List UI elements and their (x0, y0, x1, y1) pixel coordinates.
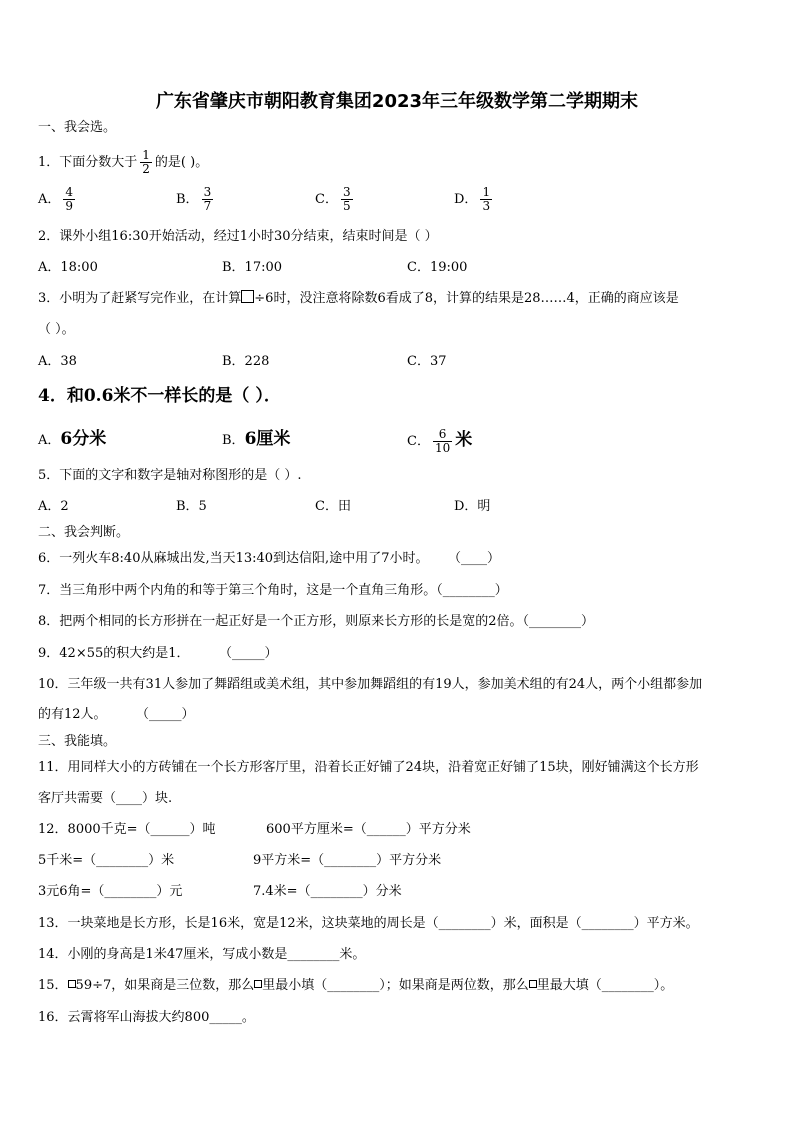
question-11-cont: 客厅共需要（____）块. (38, 791, 173, 806)
q1-option-b-fraction: $\frac{3}{7}$ (203, 185, 212, 213)
q5-option-d[interactable]: D．明 (454, 499, 491, 514)
question-13: 13．一块菜地是长方形，长是16米，宽是12米，这块菜地的周长是（________）米，面积是（________）平方米。 (38, 916, 699, 931)
q1-option-a-fraction: $\frac{4}{9}$ (65, 185, 74, 213)
q2-option-c[interactable]: C．19:00 (407, 260, 468, 275)
page-title: 广东省肇庆市朝阳教育集团2023年三年级数学第二学期期末 (155, 91, 639, 112)
q3-option-a[interactable]: A．38 (38, 354, 77, 369)
q4-option-c[interactable]: C． $\frac{6}{10}$ 米 (407, 427, 473, 455)
q9-answer-blank[interactable]: （_____） (225, 646, 278, 661)
q6-answer-blank[interactable]: （____） (454, 551, 500, 566)
q1-option-c-fraction: $\frac{3}{5}$ (342, 185, 351, 213)
q2-option-b[interactable]: B．17:00 (222, 260, 283, 275)
q4-option-c-fraction: $\frac{6}{10}$ (434, 427, 451, 455)
blank-box-icon (529, 980, 537, 988)
question-4: 4．和0.6米不一样长的是（ ）． (38, 386, 281, 406)
question-10-cont: 的有12人。 （_____） (38, 707, 195, 722)
q10-answer-blank[interactable]: （_____） (142, 707, 195, 722)
q4-option-b[interactable]: B．6厘米 (222, 429, 291, 449)
question-15: 15． 59÷7，如果商是三位数，那么 里最小填（________）；如果商是两位数，那么 里最大填（________）。 (38, 978, 674, 993)
question-10: 10．三年级一共有31人参加了舞蹈组或美术组，其中参加舞蹈组的有19人，参加美术组的有24人，两个小组都参加 (38, 677, 703, 692)
q1-option-d-fraction: $\frac{1}{3}$ (482, 185, 491, 213)
question-1 (38, 149, 208, 176)
question-8: 8．把两个相同的长方形拼在一起正好是一个正方形，则原来长方形的长是宽的2倍。（________） (38, 614, 595, 629)
q3-option-c[interactable]: C．37 (407, 354, 447, 369)
blank-box-icon (68, 980, 76, 988)
question-12-row-2a: 5千米=（________）米 (38, 853, 175, 868)
question-6: 6．一列火车8:40从麻城出发,当天13:40到达信阳,途中用了7小时。 （____） (38, 551, 500, 566)
question-1-tail: 的是( )。 (154, 155, 209, 170)
question-12-row-1b: 600平方厘米=（______）平方分米 (266, 822, 471, 837)
q1-option-b[interactable]: B． $\frac{3}{7}$ (176, 185, 212, 213)
question-12-row-3a: 3元6角=（________）元 (38, 884, 183, 899)
question-11: 11．用同样大小的方砖铺在一个长方形客厅里，沿着长正好铺了24块，沿着宽正好铺了15块，刚好铺满这个长方形 (38, 760, 699, 775)
q1-option-a[interactable]: A． $\frac{4}{9}$ (38, 185, 74, 213)
question-1-stem: 1．下面分数大于 (38, 155, 138, 170)
question-2: 2．课外小组16:30开始活动，经过1小时30分结束，结束时间是（ ） (38, 229, 438, 244)
section-heading-3: 三、我能填。 (38, 734, 117, 749)
question-14: 14．小刚的身高是1米47厘米，写成小数是________米。 (38, 947, 366, 962)
question-7: 7．当三角形中两个内角的和等于第三个角时，这是一个直角三角形。（________） (38, 583, 508, 598)
question-3: 3．小明为了赶紧写完作业，在计算 ÷6时，没注意将除数6看成了8，计算的结果是28……4，正确的商应该是 (38, 291, 679, 306)
section-heading-2: 二、我会判断。 (38, 525, 130, 540)
question-12-row-1a: 12．8000千克=（______）吨 (38, 822, 216, 837)
q1-option-d[interactable]: D． $\frac{1}{3}$ (454, 185, 491, 213)
q5-option-b[interactable]: B．5 (176, 499, 207, 514)
question-9: 9．42×55的积大约是1． （_____） (38, 646, 278, 661)
question-5: 5．下面的文字和数字是轴对称图形的是（ ）. (38, 468, 302, 483)
fraction-half: $\frac{1}{2}$ (142, 148, 150, 176)
question-12-row-3b: 7.4米=（________）分米 (253, 884, 402, 899)
question-16: 16．云霄将军山海拔大约800_____。 (38, 1010, 255, 1025)
q1-option-c[interactable]: C． $\frac{3}{5}$ (315, 185, 351, 213)
q3-option-b[interactable]: B．228 (222, 354, 270, 369)
section-heading-1: 一、我会选。 (38, 120, 117, 135)
blank-box-icon (241, 290, 254, 303)
q4-option-a[interactable]: A．6分米 (38, 429, 107, 449)
q5-option-c[interactable]: C．田 (315, 499, 351, 514)
question-12-row-2b: 9平方米=（________）平方分米 (253, 853, 442, 868)
q2-option-a[interactable]: A．18:00 (38, 260, 98, 275)
question-3-cont: （ ）。 (38, 322, 75, 337)
q5-option-a[interactable]: A．2 (38, 499, 69, 514)
